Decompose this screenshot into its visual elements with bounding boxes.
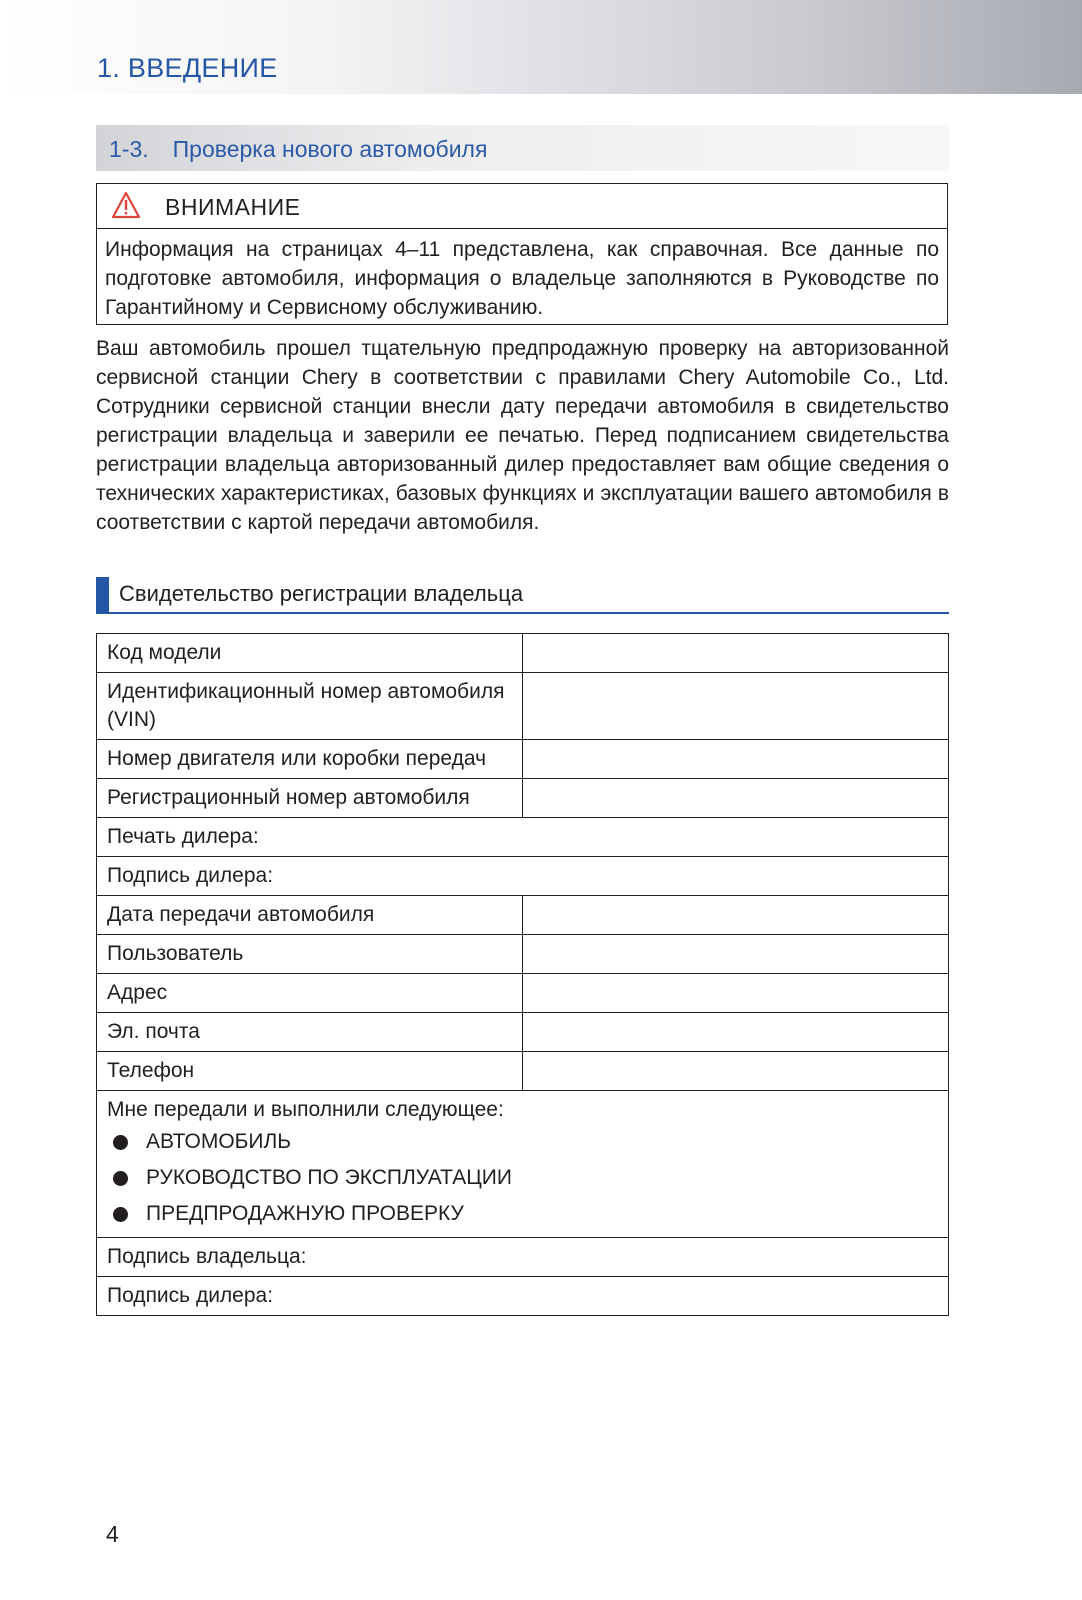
chapter-header xyxy=(0,0,1082,94)
form-label: Дата передачи автомобиля xyxy=(97,896,523,935)
handover-item-label: ПРЕДПРОДАЖНУЮ ПРОВЕРКУ xyxy=(146,1202,464,1225)
section-title-text: Проверка нового автомобиля xyxy=(172,136,488,162)
dealer-stamp-field[interactable]: Печать дилера: xyxy=(97,818,949,857)
certificate-title: Свидетельство регистрации владельца xyxy=(119,581,524,606)
intro-paragraph: Ваш автомобиль прошел тщательную предпродажную проверку на авторизованной сервисной станции Chery в соответствии с правилами Chery Automobile Co., Ltd. Сотрудники сервисной станции внесли дату передачи автомобиля в свидетельство регистрации владельца и заверили ее печатью. Перед подписанием свидетельства регистрации владельца авторизованный дилер предоставляет вам общие сведения о технических характеристиках, базовых функциях и эксплуатации вашего автомобиля в соответствии с картой передачи автомобиля. xyxy=(96,337,949,534)
table-row xyxy=(97,1013,949,1052)
form-field-vin[interactable] xyxy=(523,673,949,740)
warning-header xyxy=(97,184,947,229)
warning-box xyxy=(96,183,948,325)
table-row xyxy=(97,857,949,896)
form-label: Эл. почта xyxy=(97,1013,523,1052)
table-row xyxy=(97,634,949,673)
dealer-signature-final-field[interactable]: Подпись дилера: xyxy=(97,1277,949,1316)
bullet-icon xyxy=(113,1135,128,1150)
table-row xyxy=(97,896,949,935)
handover-checklist xyxy=(97,1091,949,1238)
warning-triangle-icon xyxy=(111,191,141,219)
warning-text: Информация на страницах 4–11 представлена, как справочная. Все данные по подготовке автомобиля, информация о владельце заполняются в Руководстве по Гарантийному и Сервисному обслуживанию. xyxy=(105,238,939,319)
registration-form-table xyxy=(96,633,949,1316)
bullet-icon xyxy=(113,1171,128,1186)
form-label: Номер двигателя или коробки передач xyxy=(97,740,523,779)
table-row xyxy=(97,935,949,974)
form-field-phone[interactable] xyxy=(523,1052,949,1091)
form-label: Идентификационный номер автомобиля (VIN) xyxy=(97,673,523,740)
form-field-registration-number[interactable] xyxy=(523,779,949,818)
section-heading xyxy=(96,125,950,171)
table-row xyxy=(97,1238,949,1277)
form-label: Адрес xyxy=(97,974,523,1013)
heading-marker xyxy=(96,577,109,612)
page-number: 4 xyxy=(106,1521,119,1547)
form-field-email[interactable] xyxy=(523,1013,949,1052)
table-row xyxy=(97,974,949,1013)
table-row xyxy=(97,740,949,779)
chapter-title: 1. ВВЕДЕНИЕ xyxy=(97,53,278,83)
table-row xyxy=(97,779,949,818)
section-title xyxy=(109,136,487,163)
section-number: 1-3. xyxy=(109,136,149,162)
table-row xyxy=(97,673,949,740)
handover-item-label: РУКОВОДСТВО ПО ЭКСПЛУАТАЦИИ xyxy=(146,1166,512,1189)
table-row xyxy=(97,1052,949,1091)
form-field-engine-number[interactable] xyxy=(523,740,949,779)
warning-title: ВНИМАНИЕ xyxy=(165,194,301,220)
handover-intro: Мне передали и выполнили следующее: xyxy=(107,1098,504,1121)
bullet-icon xyxy=(113,1207,128,1222)
table-row xyxy=(97,1277,949,1316)
form-field-model-code[interactable] xyxy=(523,634,949,673)
handover-item-label: АВТОМОБИЛЬ xyxy=(146,1130,292,1153)
list-item xyxy=(107,1196,938,1232)
form-label: Телефон xyxy=(97,1052,523,1091)
table-row xyxy=(97,1091,949,1238)
certificate-heading xyxy=(96,577,949,614)
form-label: Регистрационный номер автомобиля xyxy=(97,779,523,818)
dealer-signature-field[interactable]: Подпись дилера: xyxy=(97,857,949,896)
form-field-address[interactable] xyxy=(523,974,949,1013)
form-label: Код модели xyxy=(97,634,523,673)
table-row xyxy=(97,818,949,857)
form-field-handover-date[interactable] xyxy=(523,896,949,935)
form-label: Пользователь xyxy=(97,935,523,974)
owner-signature-field[interactable]: Подпись владельца: xyxy=(97,1238,949,1277)
list-item xyxy=(107,1160,938,1196)
list-item xyxy=(107,1124,938,1160)
form-field-user[interactable] xyxy=(523,935,949,974)
